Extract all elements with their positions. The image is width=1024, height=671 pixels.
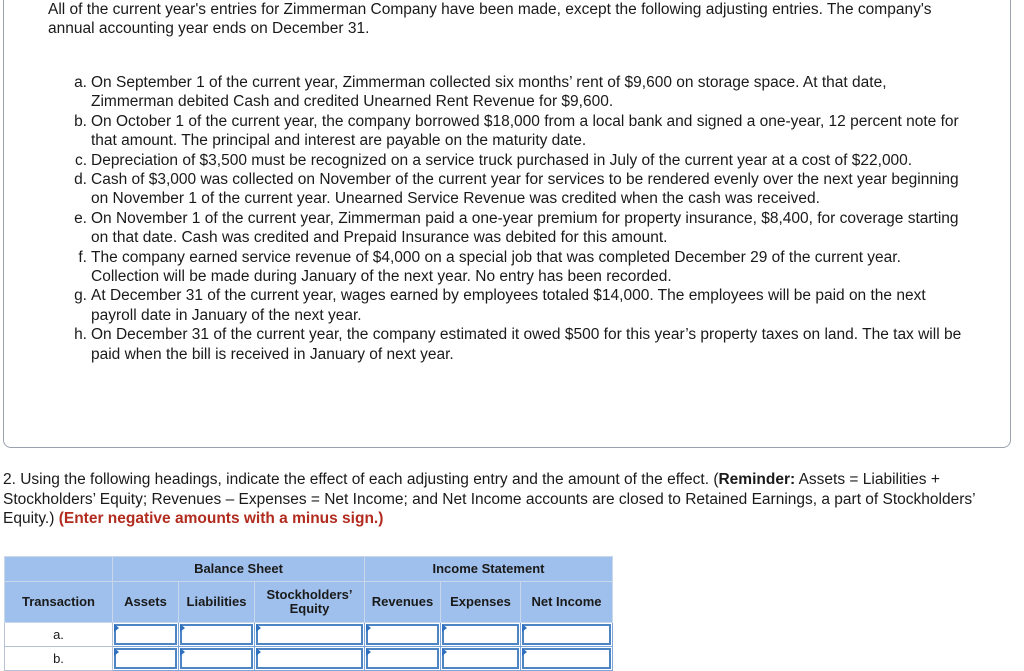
entry-item — [72, 248, 972, 287]
entry-item — [72, 151, 972, 170]
header-balance-sheet: Balance Sheet — [113, 557, 365, 582]
stockholders-equity-input[interactable] — [255, 647, 365, 671]
header-assets: Assets — [113, 582, 179, 623]
entry-text: On September 1 of the current year, Zimmerman collected six months’ rent of $9,600 on storage space. At that date, Zimmerman debited Cash and credited Unearned Rent Revenue for $9,600. — [91, 74, 887, 111]
revenues-input[interactable] — [365, 647, 441, 671]
header-blank — [5, 557, 113, 582]
entry-item — [72, 325, 972, 364]
adjusting-entries-list — [72, 73, 972, 364]
entry-letter: a. — [74, 74, 87, 91]
reminder-label: Reminder: — [718, 471, 796, 488]
revenues-input[interactable] — [365, 623, 441, 647]
entry-text: On December 31 of the current year, the company estimated it owed $500 for this year’s property taxes on land. The tax will be paid when the bill is received in January of next year. — [91, 326, 962, 363]
assets-input[interactable] — [113, 623, 179, 647]
entry-item — [72, 73, 972, 112]
header-revenues: Revenues — [365, 582, 441, 623]
effects-table — [4, 556, 613, 671]
table-row — [5, 623, 613, 647]
net-income-input[interactable] — [521, 647, 613, 671]
header-liabilities: Liabilities — [179, 582, 255, 623]
assets-input[interactable] — [113, 647, 179, 671]
entry-item — [72, 286, 972, 325]
instruction-text: (Enter negative amounts with a minus sign.) — [58, 510, 384, 527]
table-row — [5, 647, 613, 671]
entry-letter: h. — [74, 326, 87, 344]
net-income-input[interactable] — [521, 623, 613, 647]
header-net-income: Net Income — [521, 582, 613, 623]
entry-text: On November 1 of the current year, Zimmerman paid a one-year premium for property insurance, $8,400, for coverage starting on that date. Cash was credited and Prepaid Insurance was debited for this amount. — [91, 209, 959, 247]
entry-letter: b. — [74, 112, 87, 130]
entry-letter: f. — [78, 248, 87, 266]
entry-letter: d. — [74, 171, 87, 189]
reminder-text: Assets = Liabilities + Stockholders’ Equity; Revenues – Expenses = Net Income; and Net Income accounts are closed to Retained Earnings, a part of Stockholders’ Equity.) — [3, 471, 976, 527]
entry-text: Depreciation of $3,500 must be recognized on a service truck purchased in July of the current year at a cost of $22,000. — [91, 151, 913, 169]
expenses-input[interactable] — [441, 623, 521, 647]
header-stockholders-equity: Stockholders’ Equity — [255, 582, 365, 623]
stockholders-equity-input[interactable] — [255, 623, 365, 647]
entry-text: On October 1 of the current year, the company borrowed $18,000 from a local bank and signed a one-year, 12 percent note for that amount. The principal and interest are payable on the maturity date. — [91, 112, 959, 150]
entry-letter: g. — [74, 287, 87, 305]
liabilities-input[interactable] — [179, 647, 255, 671]
entry-text: The company earned service revenue of $4,000 on a special job that was completed December 29 of the current year. Collection will be made during January of the next year. No entry has been recorded. — [91, 248, 901, 286]
transaction-cell: b. — [5, 647, 113, 671]
header-transaction: Transaction — [5, 582, 113, 623]
header-income-statement: Income Statement — [365, 557, 613, 582]
liabilities-input[interactable] — [179, 623, 255, 647]
transaction-cell: a. — [5, 623, 113, 647]
entry-item — [72, 112, 972, 151]
question-text — [3, 470, 1018, 529]
header-expenses: Expenses — [441, 582, 521, 623]
question-prefix: 2. Using the following headings, indicate the effect of each adjusting entry and the amount of the effect. ( — [3, 471, 719, 488]
entry-item — [72, 209, 972, 248]
expenses-input[interactable] — [441, 647, 521, 671]
entry-text: At December 31 of the current year, wages earned by employees totaled $14,000. The employees will be paid on the next payroll date in January of the next year. — [91, 287, 926, 324]
entry-letter: e. — [74, 209, 87, 227]
problem-intro: All of the current year's entries for Zimmerman Company have been made, except the following adjusting entries. The company's annual accounting year ends on December 31. — [48, 1, 932, 37]
entry-text: Cash of $3,000 was collected on November of the current year for services to be rendered evenly over the next year beginning on November 1 of the current year. Unearned Service Revenue was credited when the cash was received. — [91, 171, 959, 208]
entry-item — [72, 170, 972, 209]
entry-letter: c. — [74, 151, 87, 169]
